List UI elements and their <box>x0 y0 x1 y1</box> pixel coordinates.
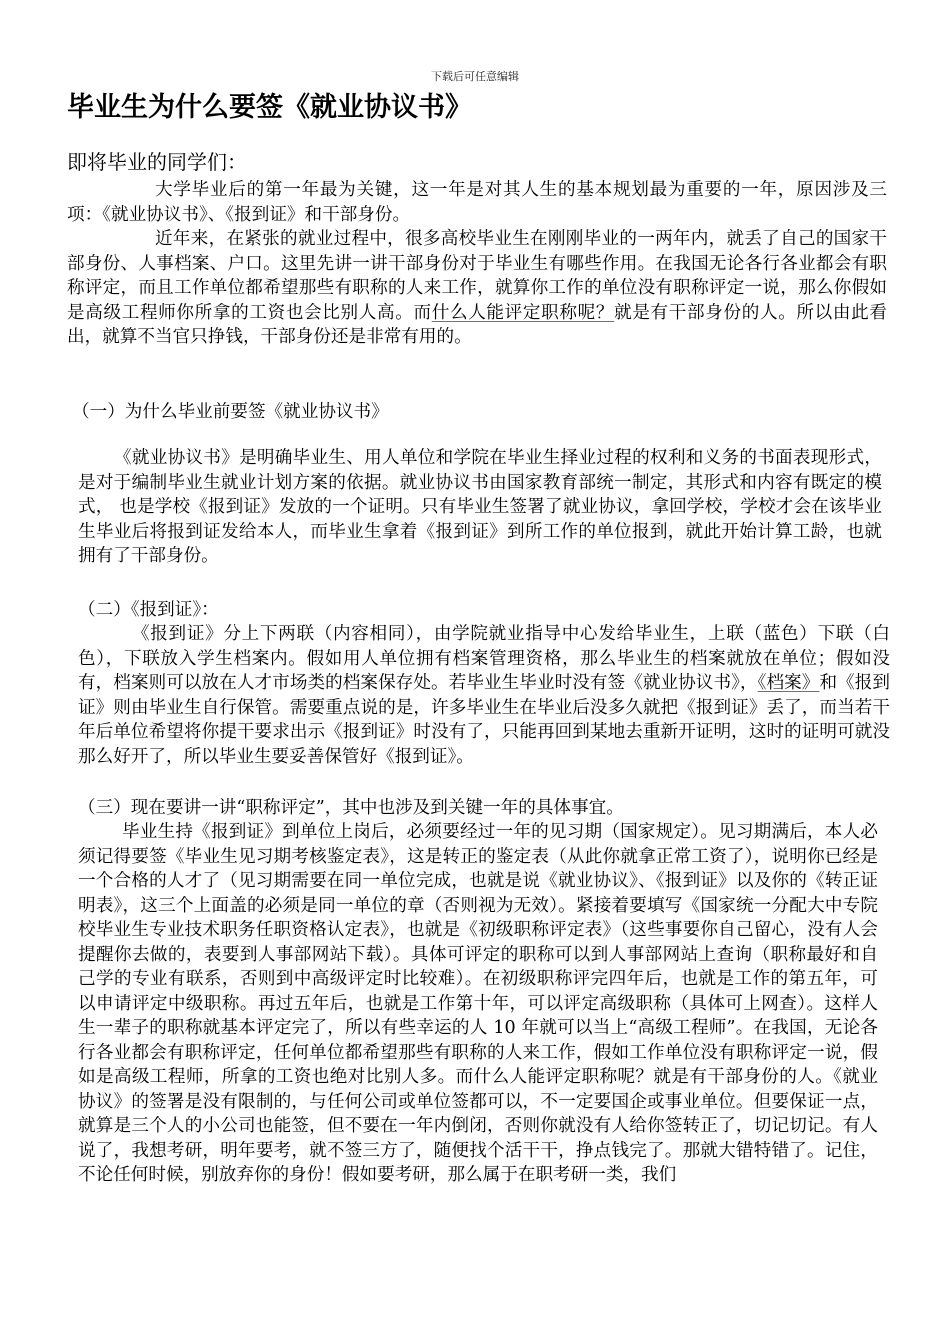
intro-underlined-question: 什么人能评定职称呢？ <box>431 302 615 323</box>
intro-paragraph-1: 大学毕业后的第一年最为关键，这一年是对其人生的基本规划最为重要的一年，原因涉及三项：《就业协议书》、《报到证》和干部身份。 <box>67 180 887 225</box>
section-3 <box>78 820 878 1188</box>
intro-section <box>67 178 887 350</box>
section-2-text-b: 和《报到证》则由毕业生自行保管。需要重点说的是，许多毕业生在毕业后没多久就把《报到证》丢了，而当若干年后单位希望将你提干要求出示《报到证》时没有了，只能再回到某地去重新开证明，这时的证明可就没那么好开了，所以毕业生要妥善保管好《报到证》。 <box>78 673 890 767</box>
section-2-underlined-archive: 《档案》 <box>757 673 820 693</box>
section-3-paragraph: 毕业生持《报到证》到单位上岗后，必须要经过一年的见习期（国家规定）。见习期满后，本人必须记得要签《毕业生见习期考核鉴定表》，这是转正的鉴定表（从此你就拿正常工资了），说明你已经是一个合格的人才了（见习期需要在同一单位完成，也就是说《就业协议》、《报到证》以及你的《转正证明表》，这三个上面盖的必须是同一单位的章（否则视为无效）。紧接着要填写《国家统一分配大中专院校毕业生专业技术职务任职资格认定表》，也就是《初级职称评定表》（这些事要你自己留心，没有人会提醒你去做的，表要到人事部网站下载）。具体可评定的职称可以到人事部网站上查询（职称最好和自己学的专业有联系，否则到中高级评定时比较难）。在初级职称评完四年后，也就是工作的第五年，可以申请评定中级职称。再过五年后，也就是工作第十年，可以评定高级职称（具体可上网查）。这样人生一辈子的职称就基本评定完了，所以有些幸运的人 10 年就可以当上“高级工程师”。在我国，无论各行各业都会有职称评定，任何单位都希望那些有职称的人来工作，假如工作单位没有职称评定一说，假如是高级工程师，所拿的工资也绝对比别人多。而什么人能评定职称呢？就是有干部身份的人。《就业协议》的签署是没有限制的，与任何公司或单位签都可以，不一定要国企或事业单位。但要保证一点，就算是三个人的小公司也能签，但不要在一年内倒闭，否则你就没有人给你签转正了，切记切记。有人说了，我想考研，明年要考，就不签三方了，随便找个活干干，挣点钱完了。那就大错特错了。记住，不论任何时候，别放弃你的身份！假如要考研，那么属于在职考研一类，我们 <box>78 822 878 1185</box>
section-2-paragraph <box>78 622 890 769</box>
section-2-text-a: 《报到证》分上下两联（内容相同），由学院就业指导中心发给毕业生，上联（蓝色）下联（白色），下联放入学生档案内。假如用人单位拥有档案管理资格，那么毕业生的档案就放在单位；假如没有，档案则可以放在人才市场类的档案保存处。若毕业生毕业时没有签《就业协议书》， <box>78 624 890 693</box>
section-1-heading: （一）为什么毕业前要签《就业协议书》 <box>72 402 389 422</box>
section-1 <box>78 446 882 569</box>
greeting: 即将毕业的同学们： <box>67 150 247 174</box>
intro-text-a: 近年来，在紧张的就业过程中，很多高校毕业生在刚刚毕业的一两年内，就丢了自己的国家干部身份、人事档案、户口。这里先讲一讲干部身份对于毕业生有哪些作用。在我国无论各行各业都会有职称评定，而且工作单位都希望那些有职称的人来工作，就算你工作的单位没有职称评定一说，那么你假如是高级工程师你所拿的工资也会比别人高。而 <box>67 229 887 323</box>
section-2 <box>78 622 890 769</box>
document-title: 毕业生为什么要签《就业协议书》 <box>67 92 472 123</box>
intro-text-b: 就是有干部身份的人。所以由此看出，就算不当官只挣钱，干部身份还是非常有用的。 <box>67 302 887 347</box>
section-2-heading: （二）《报到证》： <box>78 600 219 620</box>
header-note: 下载后可任意编辑 <box>431 70 519 83</box>
section-1-paragraph: 《就业协议书》是明确毕业生、用人单位和学院在毕业生择业过程的权利和义务的书面表现形式，是对于编制毕业生就业计划方案的依据。就业协议书由国家教育部统一制定，其形式和内容有既定的模式， 也是学校《报到证》发放的一个证明。只有毕业生签署了就业协议，拿回学校，学校才会在该毕业生毕业后将报到证发给本人，而毕业生拿着《报到证》到所工作的单位报到，就此开始计算工龄，也就拥有了干部身份。 <box>78 448 882 566</box>
intro-paragraph-2 <box>67 227 887 350</box>
section-3-heading: （三）现在要讲一讲“职称评定”，其中也涉及到关键一年的具体事宜。 <box>78 798 624 818</box>
